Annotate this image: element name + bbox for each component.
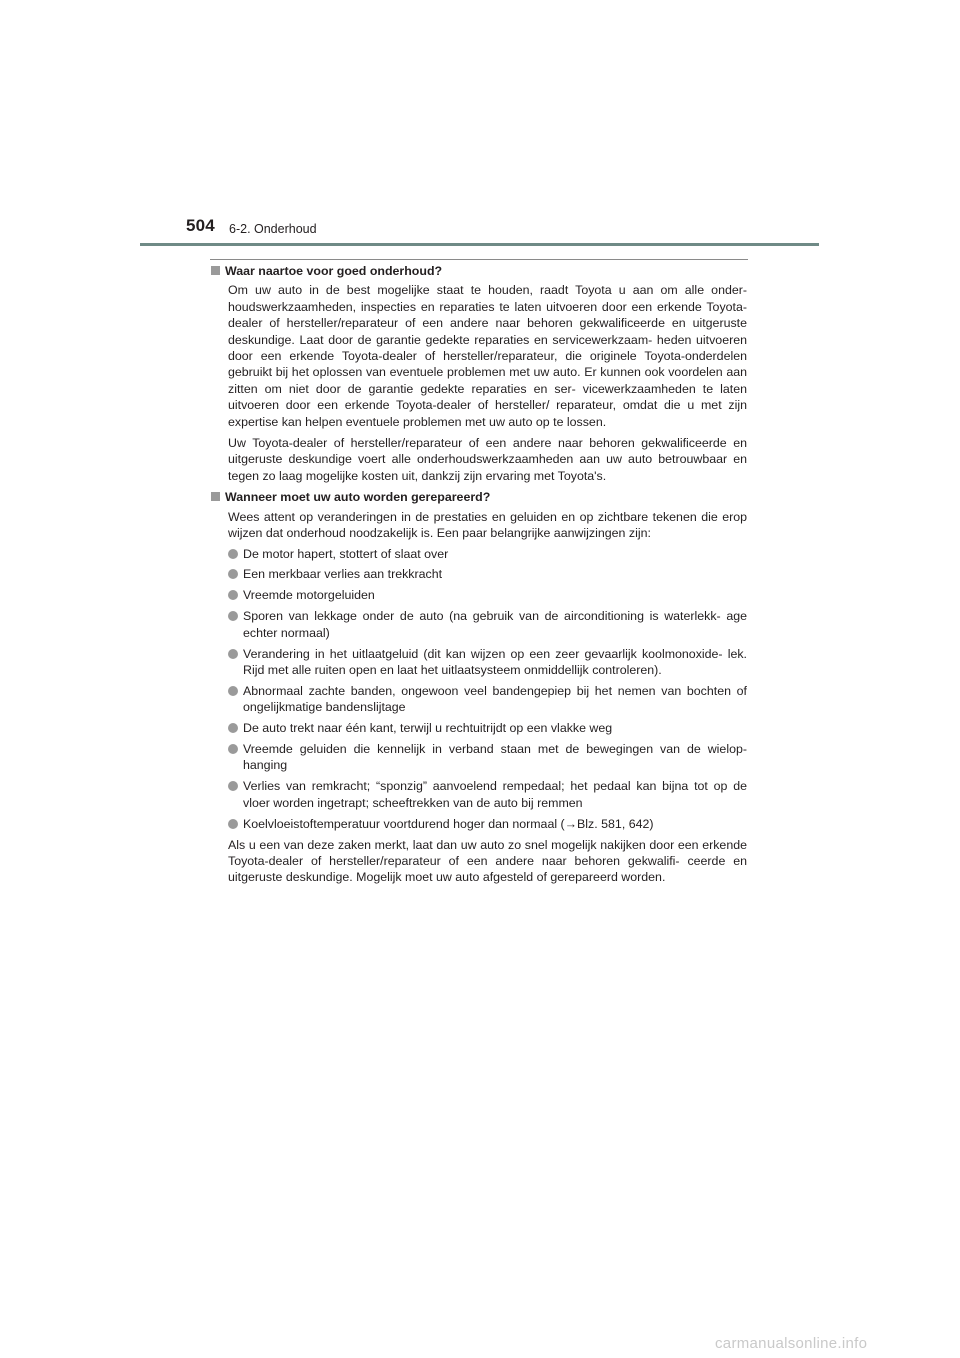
list-item (228, 587, 747, 603)
section-title: 6-2. Onderhoud (229, 222, 317, 236)
page-number: 504 (186, 216, 215, 235)
list-item-text: Sporen van lekkage onder de auto (na gebruik van de airconditioning is waterlekk- age echter normaal) (243, 609, 747, 640)
bullet-icon (228, 781, 238, 791)
list-item (228, 816, 747, 832)
list-item-text: Een merkbaar verlies aan trekkracht (243, 567, 443, 582)
header-rule (140, 243, 819, 246)
list-item-text: Abnormaal zachte banden, ongewoon veel bandengepiep bij het nemen van bochten of ongelijkmatige bandenslijtage (243, 683, 747, 715)
list-item (228, 683, 747, 716)
bullet-icon (228, 590, 238, 600)
list-item-text: Vreemde motorgeluiden (243, 588, 375, 603)
list-item (228, 646, 747, 679)
bullet-icon (228, 686, 238, 696)
list-item-text: De motor hapert, stottert of slaat over (243, 546, 449, 561)
list-item (228, 546, 747, 562)
list-item (228, 566, 747, 582)
list-item-text: De auto trekt naar één kant, terwijl u rechtuitrijdt op een vlakke weg (243, 721, 613, 736)
content-body (211, 263, 747, 891)
bullet-icon (228, 549, 238, 559)
subheading-text: Wanneer moet uw auto worden gerepareerd? (225, 490, 491, 505)
bullet-icon (228, 569, 238, 579)
bullet-list (228, 546, 747, 833)
subheading-where-maintenance (211, 263, 747, 279)
watermark-text: carmanualsonline.info (715, 1335, 868, 1352)
bullet-icon (228, 744, 238, 754)
bullet-icon (228, 611, 238, 621)
list-item-text: Verlies van remkracht; “sponzig” aanvoelend rempedaal; het pedaal kan bijna tot op de vloer worden ingetrapt; scheeftrekken van de auto bij remmen (243, 779, 747, 810)
list-item-text: Vreemde geluiden die kennelijk in verband staan met de bewegingen van de wielop- hanging (243, 742, 747, 773)
list-item (228, 778, 747, 811)
list-item-text: Verandering in het uitlaatgeluid (dit kan wijzen op een zeer gevaarlijk koolmonoxide- lek. Rijd met alle ruiten open en laat het uitlaatsysteem onmiddellijk controleren). (243, 646, 747, 677)
bullet-icon (228, 723, 238, 733)
subheading-text: Waar naartoe voor goed onderhoud? (225, 264, 443, 278)
bullet-icon (228, 819, 238, 829)
paragraph: Om uw auto in de best mogelijke staat te houden, raadt Toyota u aan om alle onder- houdswerkzaamheden, inspecties en reparaties te laten uitvoeren door een erkende Toyota-dealer of hersteller/reparateur of een andere naar behoren gekwalificeerde en uitgeruste deskundige. Laat door de garantie gedekte reparaties en servicewerkzaam- heden uitvoeren door een erkende Toyota-dealer of hersteller/reparateur, die originele Toyota-onderdelen gebruikt bij het oplossen van eventuele problemen met uw auto. Er kunnen ook voordelen aan zitten om niet door de garantie gedekte reparaties en ser- vicewerkzaamheden te laten uitvoeren door een erkende Toyota-dealer of hersteller/ reparateur, omdat die u met zijn expertise kan helpen eventuele problemen met uw auto op te lossen. (228, 283, 747, 429)
paragraph: Uw Toyota-dealer of hersteller/reparateur of een andere naar behoren gekwalificeerde en uitgeruste deskundige voert alle onderhoudswerkzaamheden aan uw auto betrouwbaar en tegen zo laag mogelijke kosten uit, dankzij zijn ervaring met Toyota's. (228, 436, 747, 483)
square-marker-icon (211, 266, 220, 275)
list-item (228, 741, 747, 774)
list-item-text: Koelvloeistoftemperatuur voortdurend hoger dan normaal (→Blz. 581, 642) (243, 816, 654, 831)
list-item (228, 720, 747, 736)
closing-paragraph: Als u een van deze zaken merkt, laat dan uw auto zo snel mogelijk nakijken door een erkende Toyota-dealer of hersteller/reparateur of een andere naar behoren gekwalifi- ceerde en uitgeruste deskundige. Mogelijk moet uw auto afgesteld of gerepareerd worden. (228, 837, 747, 885)
square-marker-icon (211, 492, 220, 501)
bullet-icon (228, 649, 238, 659)
list-item (228, 608, 747, 641)
subheading-when-repair (211, 489, 747, 505)
content-rule (210, 259, 748, 260)
paragraph: Wees attent op veranderingen in de prestaties en geluiden en op zichtbare tekenen die erop wijzen dat onderhoud noodzakelijk is. Een paar belangrijke aanwijzingen zijn: (228, 509, 747, 541)
